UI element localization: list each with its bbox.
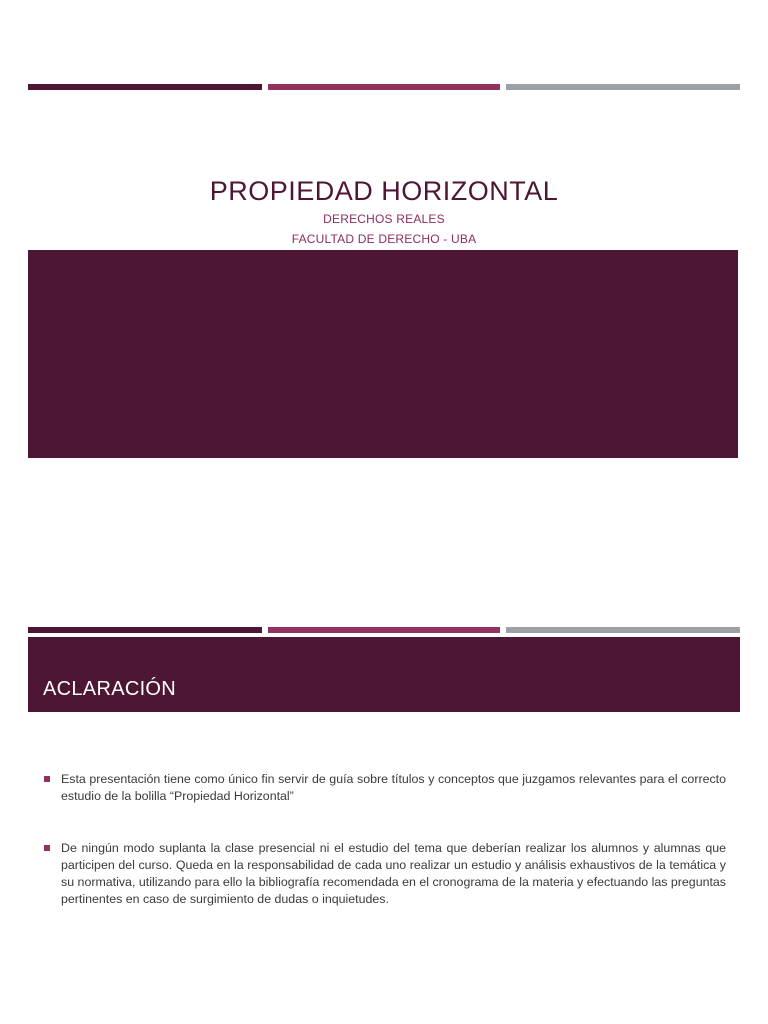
top-stripe-magenta	[268, 84, 500, 90]
bullet-text: De ningún modo suplanta la clase presencial ni el estudio del tema que deberían realizar los alumnos y alumnas que participen del curso. Queda en la responsabilidad de cada uno realizar un estudio y análisis exhaustivos de la temática y su normativa, utilizando para ello la bibliografía recomendada en el cronograma de la materia y efectuando las preguntas pertinentes en caso de surgimiento de dudas o inquietudes.	[61, 841, 726, 906]
section-stripe-magenta	[268, 627, 500, 633]
list-item	[44, 771, 726, 805]
section-header	[28, 637, 740, 712]
bullet-square-icon	[44, 776, 50, 782]
list-item	[44, 840, 726, 908]
bullet-square-icon	[44, 845, 50, 851]
title-color-block	[28, 250, 738, 458]
section-stripe-gray	[506, 627, 740, 633]
slide-title: PROPIEDAD HORIZONTAL	[209, 176, 559, 206]
slide-subtitle-course: DERECHOS REALES	[323, 212, 445, 226]
section-header-title: ACLARACIÓN	[43, 678, 177, 700]
top-stripe-gray	[506, 84, 740, 90]
section-stripe-dark	[28, 627, 262, 633]
top-stripe-dark	[28, 84, 262, 90]
bullet-text: Esta presentación tiene como único fin servir de guía sobre títulos y conceptos que juzgamos relevantes para el correcto estudio de la bolilla “Propiedad Horizontal”	[61, 772, 726, 803]
slide-subtitle-faculty: FACULTAD DE DERECHO - UBA	[291, 232, 477, 246]
